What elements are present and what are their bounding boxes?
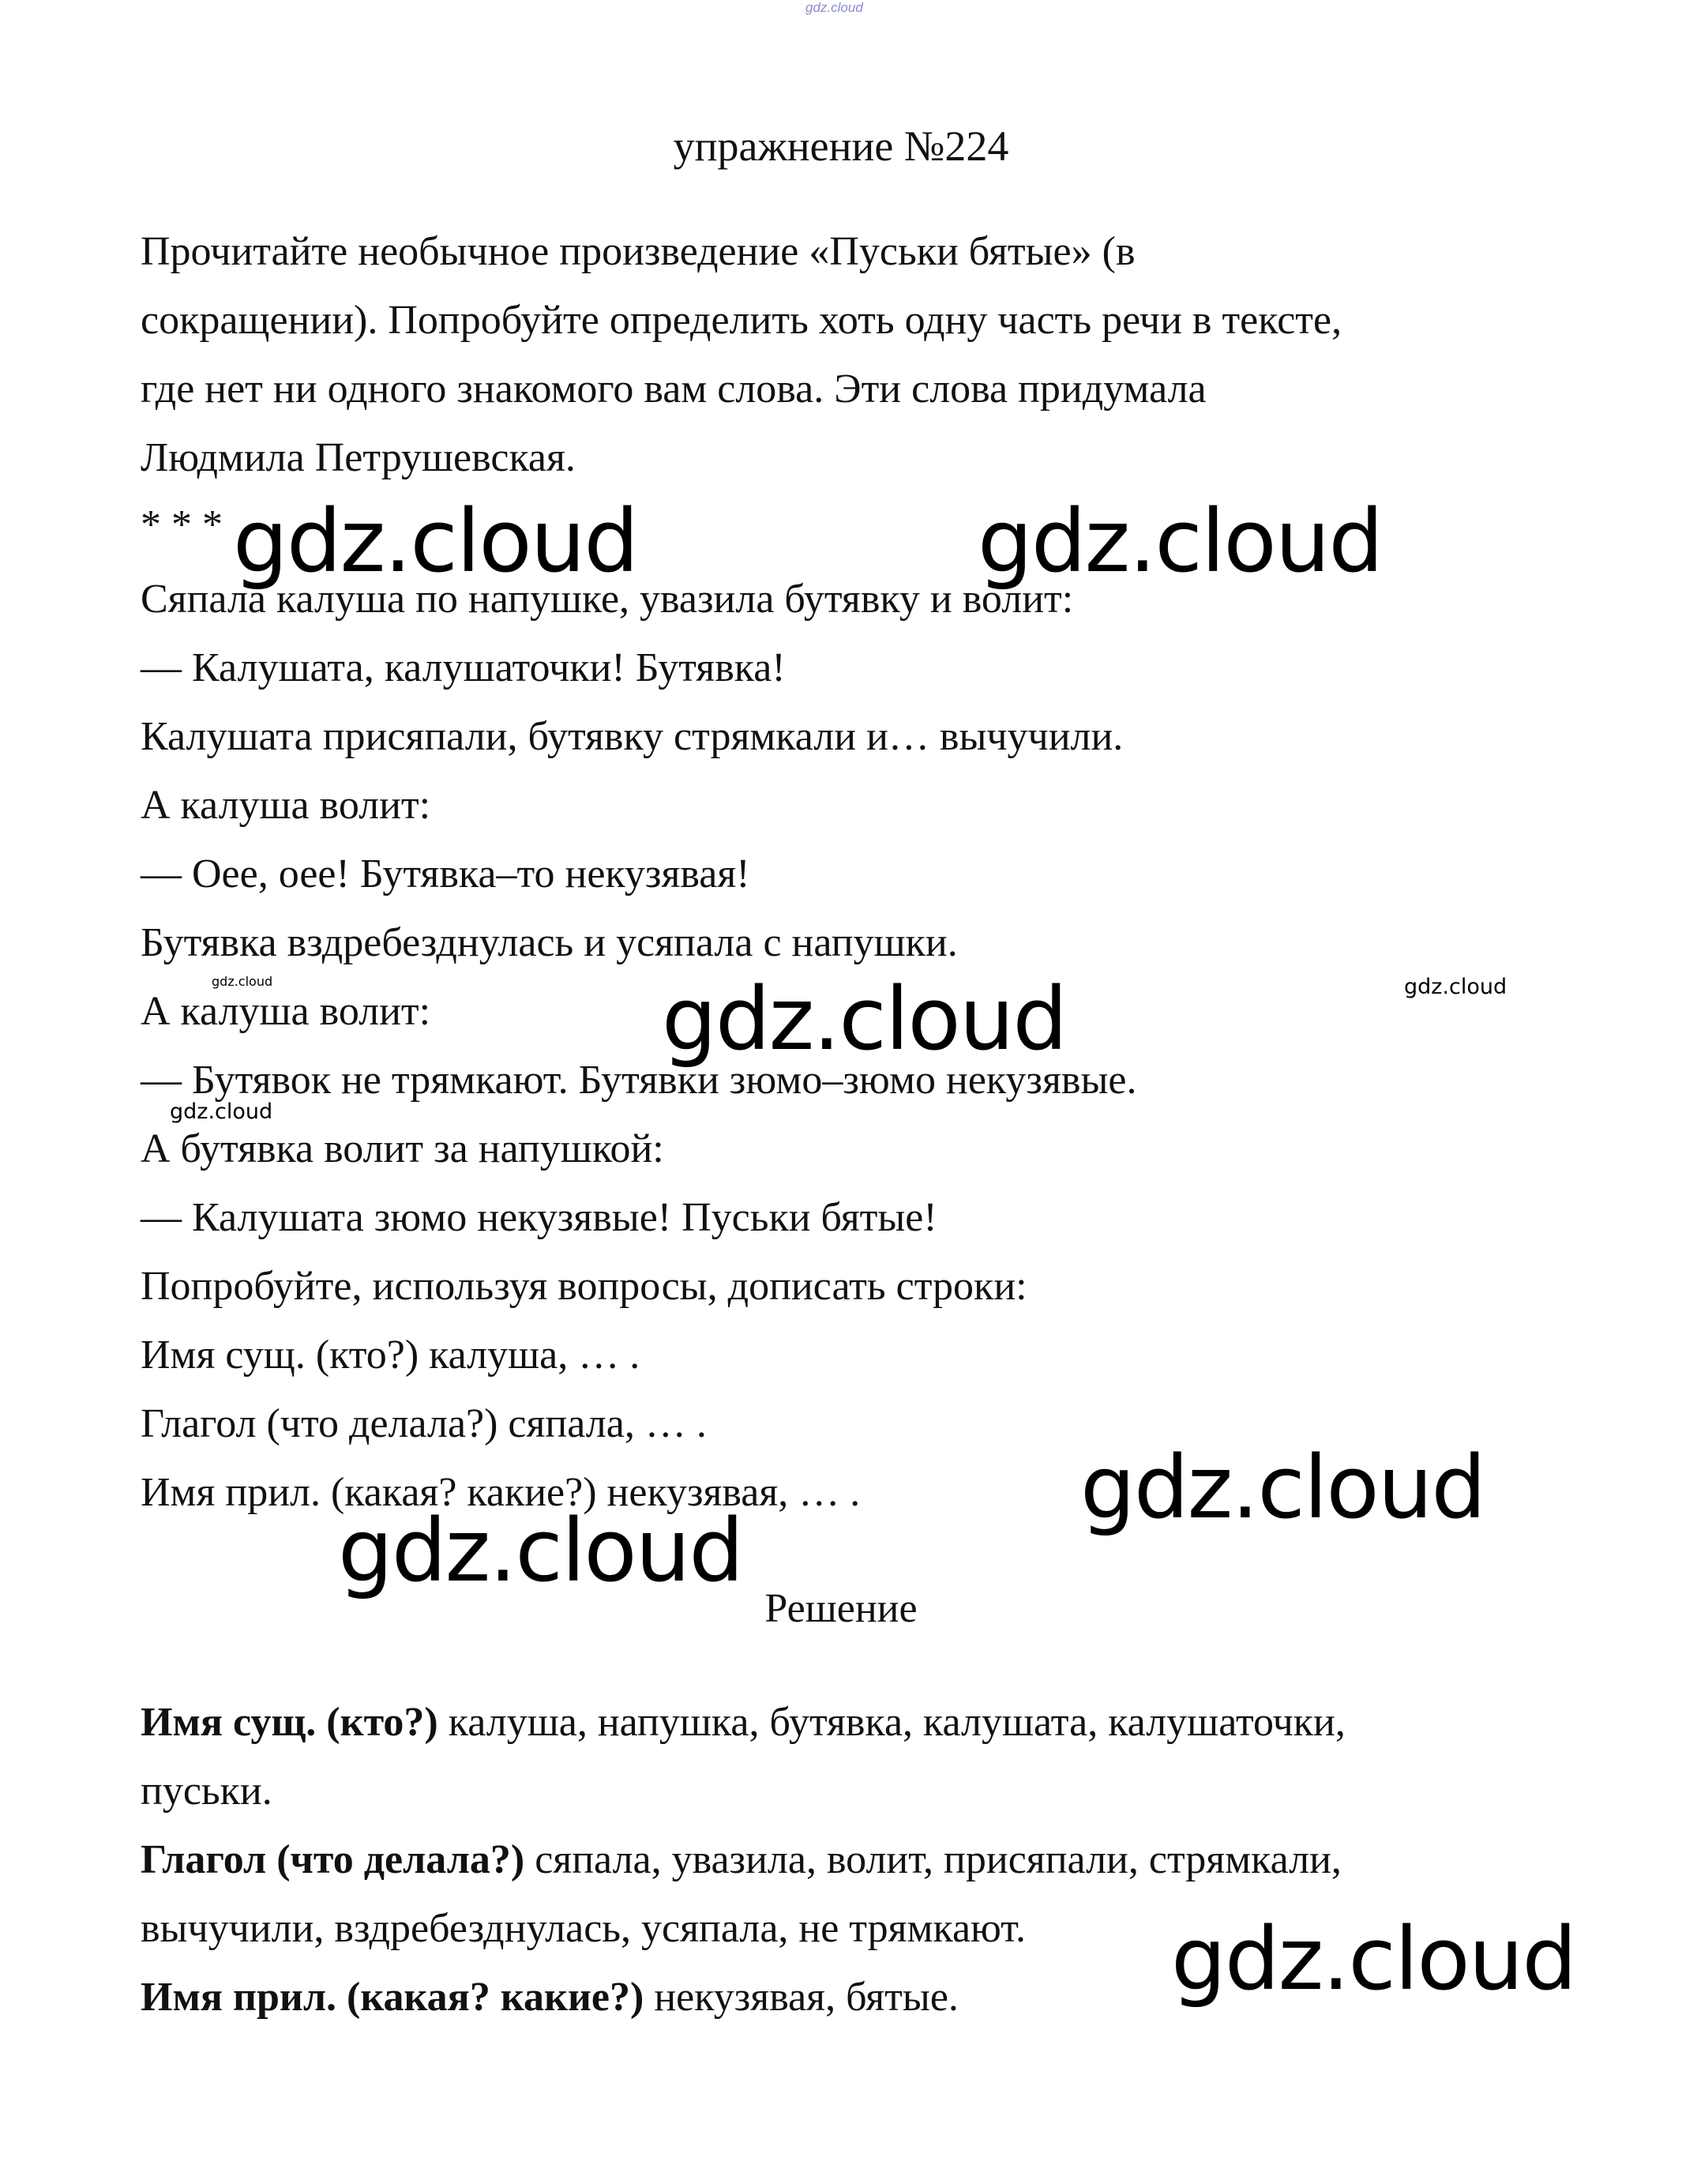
story-line: Сяпала калуша по напушке, увазила бутявку и волит: <box>141 577 1074 622</box>
answer-verbs-label: Глагол (что делала?) <box>141 1837 525 1882</box>
question-line: Попробуйте, используя вопросы, дописать строки: <box>141 1264 1027 1309</box>
watermark: gdz.cloud <box>233 491 638 592</box>
watermark: gdz.cloud <box>338 1500 743 1601</box>
answer-adjectives-text: некузявая, бятые. <box>644 1975 959 2020</box>
question-line: Глагол (что делала?) сяпала, … . <box>141 1401 707 1446</box>
story-line: — Бутявок не трямкают. Бутявки зюмо–зюмо некузявые. <box>141 1058 1137 1103</box>
story-line: — Оее, оее! Бутявка–то некузявая! <box>141 851 750 897</box>
answer-nouns <box>141 1695 1346 1750</box>
top-watermark: gdz.cloud <box>805 0 863 15</box>
story-line: Бутявка вздребезднулась и усяпала с напушки. <box>141 920 958 965</box>
story-line: А калуша волит: <box>141 783 431 828</box>
answer-verbs-text: сяпала, увазила, волит, присяпали, стрямкали, <box>524 1837 1342 1882</box>
watermark: gdz.cloud <box>212 974 273 989</box>
question-line: Имя прил. (какая? какие?) некузявая, … . <box>141 1470 861 1515</box>
watermark: gdz.cloud <box>170 1100 273 1124</box>
watermark: gdz.cloud <box>1080 1437 1485 1538</box>
watermark: gdz.cloud <box>1404 975 1507 999</box>
story-line: Калушата присяпали, бутявку стрямкали и… вычучили. <box>141 714 1124 759</box>
story-line: А бутявка волит за напушкой: <box>141 1126 664 1171</box>
answer-verbs-cont: вычучили, вздребезднулась, усяпала, не трямкают. <box>141 1906 1027 1951</box>
answer-adjectives-label: Имя прил. (какая? какие?) <box>141 1975 644 2020</box>
section-stars: * * * <box>141 502 223 547</box>
story-line: — Калушата зюмо некузявые! Пуськи бятые! <box>141 1195 937 1240</box>
watermark: gdz.cloud <box>662 968 1067 1069</box>
solution-title: Решение <box>764 1586 918 1631</box>
page-title: упражнение №224 <box>673 122 1009 170</box>
answer-adjectives <box>141 1970 959 2025</box>
answer-verbs <box>141 1833 1342 1888</box>
intro-line: Прочитайте необычное произведение «Пуськи бятые» (в <box>141 229 1136 274</box>
watermark: gdz.cloud <box>978 491 1383 592</box>
answer-nouns-cont: пуськи. <box>141 1769 272 1814</box>
watermark: gdz.cloud <box>1171 1908 1576 2009</box>
story-line: — Калушата, калушаточки! Бутявка! <box>141 645 786 690</box>
intro-line: сокращении). Попробуйте определить хоть одну часть речи в тексте, <box>141 298 1342 343</box>
question-line: Имя сущ. (кто?) калуша, … . <box>141 1333 640 1378</box>
story-line: А калуша волит: <box>141 989 431 1034</box>
intro-line: Людмила Петрушевская. <box>141 435 576 480</box>
answer-nouns-label: Имя сущ. (кто?) <box>141 1700 438 1745</box>
intro-line: где нет ни одного знакомого вам слова. Эти слова придумала <box>141 367 1207 412</box>
answer-nouns-text: калуша, напушка, бутявка, калушата, калушаточки, <box>437 1700 1346 1745</box>
